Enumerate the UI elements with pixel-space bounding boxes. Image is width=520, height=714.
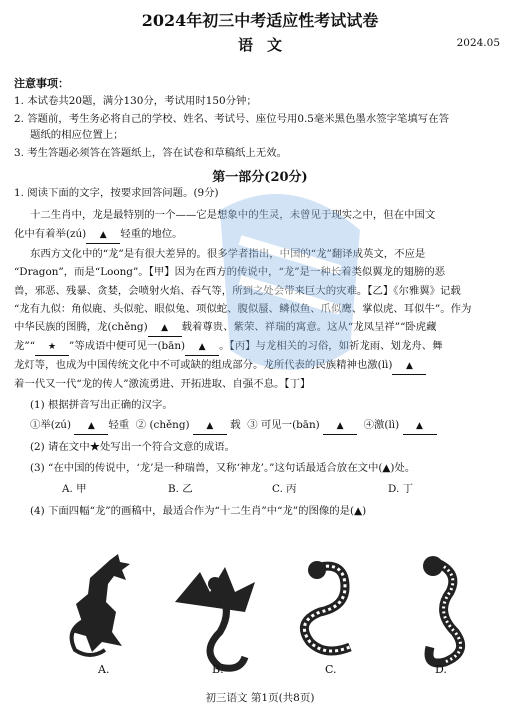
passage-text: 龙灯等，也成为中国传统文化中不可或缺的组成部分。龙所代表的民族精神也激(lì) bbox=[14, 359, 393, 371]
passage-line: 着一代又一代“龙的传人”激流勇进、开拓进取、自强不息。【丁】 bbox=[14, 378, 311, 390]
passage-line: 十二生肖中，龙是最特别的一个——它是想象中的生灵，未曾见于现实之中，但在中国文 bbox=[30, 209, 436, 221]
option-c: C. 丙 bbox=[272, 483, 297, 495]
passage-line: 东西方文化中的“龙”是有很大差异的。很多学者指出，中国的“龙”翻译成英文，不应是 bbox=[30, 248, 426, 260]
dragon-d-label: D. bbox=[435, 663, 447, 676]
sub-question-3: (3) “在中国的传说中，‘龙’是一种瑞兽，又称‘神龙’。”这句话最适合放在文中(▲)处。 bbox=[30, 462, 416, 474]
passage-line bbox=[14, 227, 183, 244]
passage-text: 载着尊贵、紫荣、祥瑞的寓意。这从“龙凤呈祥”“卧虎藏 bbox=[181, 321, 437, 333]
passage-text: 中华民族的图腾，龙(chěng) bbox=[14, 321, 148, 333]
item-c: ③ 可见一(bān) bbox=[247, 419, 320, 431]
answer-blank: ▲ bbox=[323, 419, 357, 435]
question-stem: 1. 阅读下面的文字，按要求回答问题。(9分) bbox=[14, 187, 219, 199]
answer-blank: ▲ bbox=[392, 359, 426, 375]
dragon-c-drawing bbox=[285, 552, 375, 672]
answer-blank: ▲ bbox=[193, 419, 227, 435]
item-a-after: 轻重 bbox=[108, 419, 130, 431]
passage-line bbox=[14, 320, 437, 337]
answer-blank: ▲ bbox=[74, 419, 108, 435]
passage-line: “Dragon”，而是“Loong”。【甲】因为在西方的传说中，“龙”是一种长着类似翼龙的翅膀的恶 bbox=[14, 266, 446, 278]
exam-title: 2024年初三中考适应性考试试卷 bbox=[141, 11, 379, 30]
option-b: B. 乙 bbox=[168, 483, 193, 495]
passage-text: 化中有着举(zú) bbox=[14, 228, 87, 240]
answer-blank: ▲ bbox=[148, 321, 182, 337]
option-d: D. 丁 bbox=[388, 483, 413, 495]
sub-question-2: (2) 请在文中★处写出一个符合文意的成语。 bbox=[30, 441, 236, 453]
item-b: ② (chěng) bbox=[135, 419, 190, 431]
sub-question-1-items bbox=[30, 418, 437, 435]
passage-text: 轻重的地位。 bbox=[120, 228, 183, 240]
exam-date: 2024.05 bbox=[456, 37, 500, 49]
passage-line bbox=[14, 339, 443, 356]
part-heading: 第一部分(20分) bbox=[212, 170, 308, 185]
passage-text: ”等成语中便可见一(bān) bbox=[69, 340, 186, 352]
notice-item: 题纸的相应位置上； bbox=[30, 129, 124, 141]
answer-blank: ▲ bbox=[403, 419, 437, 435]
item-a: ①举(zú) bbox=[30, 419, 72, 431]
item-b-after: 载 bbox=[230, 419, 241, 431]
notice-item: 3. 考生答题必须答在答题纸上，答在试卷和草稿纸上无效。 bbox=[14, 147, 287, 159]
star-blank: ★ bbox=[35, 340, 69, 356]
notice-heading: 注意事项： bbox=[14, 77, 69, 90]
answer-blank: ▲ bbox=[86, 228, 120, 244]
sub-question-4: (4) 下面四幅“龙”的画稿中，最适合作为“十二生肖”中“龙”的图像的是(▲) bbox=[30, 505, 367, 517]
item-d: ④激(lì) bbox=[363, 419, 400, 431]
dragon-a-drawing bbox=[55, 550, 145, 670]
dragon-b-drawing bbox=[170, 552, 260, 672]
dragon-c-label: C. bbox=[325, 663, 337, 676]
passage-text: 。【丙】与龙相关的习俗，如祈龙雨、划龙舟、舞 bbox=[219, 340, 443, 352]
passage-line: 兽，邪恶、残暴、贪婪，会喷射火焰、吞气等，所到之处会带来巨大的灾难。【乙】《尔雅翼》记载 bbox=[14, 285, 461, 297]
notice-item: 2. 答题前，考生务必将自己的学校、姓名、考试号、座位号用0.5毫米黑色墨水签字笔填写在答 bbox=[14, 113, 449, 125]
passage-line: “龙有九似：角似鹿、头似驼、眼似兔、项似蛇、腹似蜃、鳞似鱼、爪似鹰、掌似虎、耳似牛”。作为 bbox=[14, 303, 472, 315]
sub-question-1: (1) 根据拼音写出正确的汉字。 bbox=[30, 399, 173, 411]
passage-line bbox=[14, 358, 426, 375]
dragon-a-label: A. bbox=[98, 663, 110, 676]
answer-blank: ▲ bbox=[185, 340, 219, 356]
dragon-d-drawing bbox=[395, 552, 485, 672]
notice-item: 1. 本试卷共20题，满分130分，考试用时150分钟； bbox=[14, 95, 257, 107]
page-footer: 初三语文 第1页(共8页) bbox=[205, 692, 315, 704]
passage-text: 龙”“ bbox=[14, 340, 36, 352]
option-a: A. 甲 bbox=[62, 483, 87, 495]
dragon-b-label: B. bbox=[212, 663, 224, 676]
subject-title: 语文 bbox=[237, 36, 296, 54]
